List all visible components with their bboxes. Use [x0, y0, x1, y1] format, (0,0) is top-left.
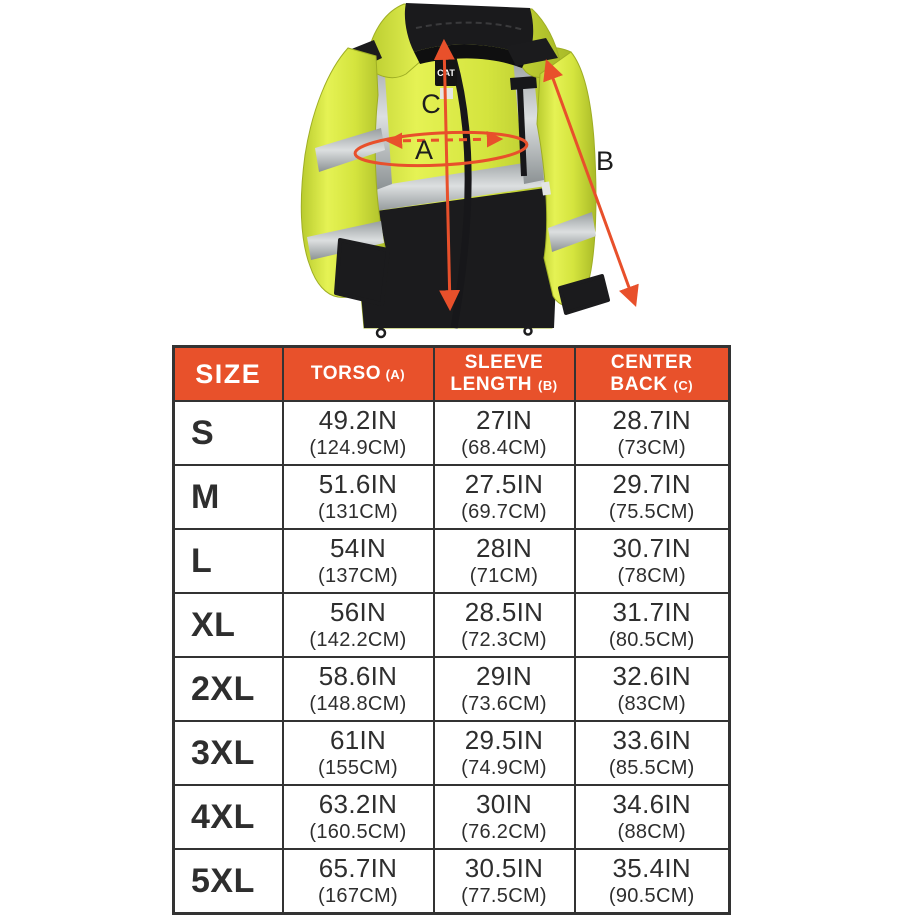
col-header-torso-text: TORSO — [310, 362, 382, 384]
back-cell: 30.7IN (78CM) — [575, 529, 730, 593]
torso-cell: 65.7IN (167CM) — [283, 849, 434, 914]
label-centerback-c: C — [421, 89, 441, 119]
torso-cell: 61IN (155CM) — [283, 721, 434, 785]
sleeve-cell: 30.5IN (77.5CM) — [434, 849, 575, 914]
back-cell: 34.6IN (88CM) — [575, 785, 730, 849]
col-header-torso — [283, 347, 434, 402]
size-label: 3XL — [174, 721, 283, 785]
col-header-sleeve — [434, 347, 575, 402]
back-cell: 29.7IN (75.5CM) — [575, 465, 730, 529]
table-row-4xl — [174, 785, 730, 849]
sleeve-cell: 28.5IN (72.3CM) — [434, 593, 575, 657]
torso-cell: 58.6IN (148.8CM) — [283, 657, 434, 721]
chest-pocket-zipper — [520, 88, 524, 176]
back-cell: 28.7IN (73CM) — [575, 401, 730, 465]
jacket-illustration — [288, 0, 708, 350]
torso-cell: 51.6IN (131CM) — [283, 465, 434, 529]
jacket-measurement-diagram — [288, 0, 708, 350]
col-header-back-line2: BACK — [610, 374, 668, 395]
col-header-back-sub: (C) — [673, 378, 694, 393]
torso-cell: 56IN (142.2CM) — [283, 593, 434, 657]
table-header-row — [174, 347, 730, 402]
table-row-m — [174, 465, 730, 529]
table-row-5xl — [174, 849, 730, 914]
size-label: M — [174, 465, 283, 529]
back-cell: 31.7IN (80.5CM) — [575, 593, 730, 657]
size-label: XL — [174, 593, 283, 657]
col-header-torso-sub: (A) — [385, 366, 406, 382]
table-row-2xl — [174, 657, 730, 721]
sleeve-cell: 29.5IN (74.9CM) — [434, 721, 575, 785]
size-label: S — [174, 401, 283, 465]
torso-cell: 63.2IN (160.5CM) — [283, 785, 434, 849]
torso-cell: 49.2IN (124.9CM) — [283, 401, 434, 465]
sleeve-cell: 27IN (68.4CM) — [434, 401, 575, 465]
col-header-back — [575, 347, 730, 402]
sleeve-cell: 27.5IN (69.7CM) — [434, 465, 575, 529]
torso-cell: 54IN (137CM) — [283, 529, 434, 593]
col-header-sleeve-line2: LENGTH — [450, 374, 533, 395]
neck-tag-text: CAT — [437, 68, 455, 78]
size-label: L — [174, 529, 283, 593]
col-header-sleeve-line1: SLEEVE — [464, 351, 544, 373]
table-row-s — [174, 401, 730, 465]
col-header-sleeve-sub: (B) — [538, 378, 558, 393]
back-cell: 35.4IN (90.5CM) — [575, 849, 730, 914]
back-cell: 32.6IN (83CM) — [575, 657, 730, 721]
sleeve-cell: 30IN (76.2CM) — [434, 785, 575, 849]
sleeve-cell: 28IN (71CM) — [434, 529, 575, 593]
table-row-l — [174, 529, 730, 593]
back-cell: 33.6IN (85.5CM) — [575, 721, 730, 785]
label-sleeve-b: B — [595, 146, 615, 176]
size-label: 2XL — [174, 657, 283, 721]
hem-drawcord-right — [525, 328, 532, 335]
hem-drawcord-left — [377, 329, 385, 337]
col-header-size: SIZE — [174, 347, 283, 402]
sleeve-cell: 29IN (73.6CM) — [434, 657, 575, 721]
table-row-3xl — [174, 721, 730, 785]
table-row-xl — [174, 593, 730, 657]
label-torso-a: A — [414, 135, 434, 165]
size-label: 5XL — [174, 849, 283, 914]
size-table — [172, 345, 731, 915]
chest-pocket-flap — [510, 76, 537, 90]
col-header-back-line1: CENTER — [610, 351, 693, 373]
cuff-left — [336, 240, 388, 304]
size-label: 4XL — [174, 785, 283, 849]
